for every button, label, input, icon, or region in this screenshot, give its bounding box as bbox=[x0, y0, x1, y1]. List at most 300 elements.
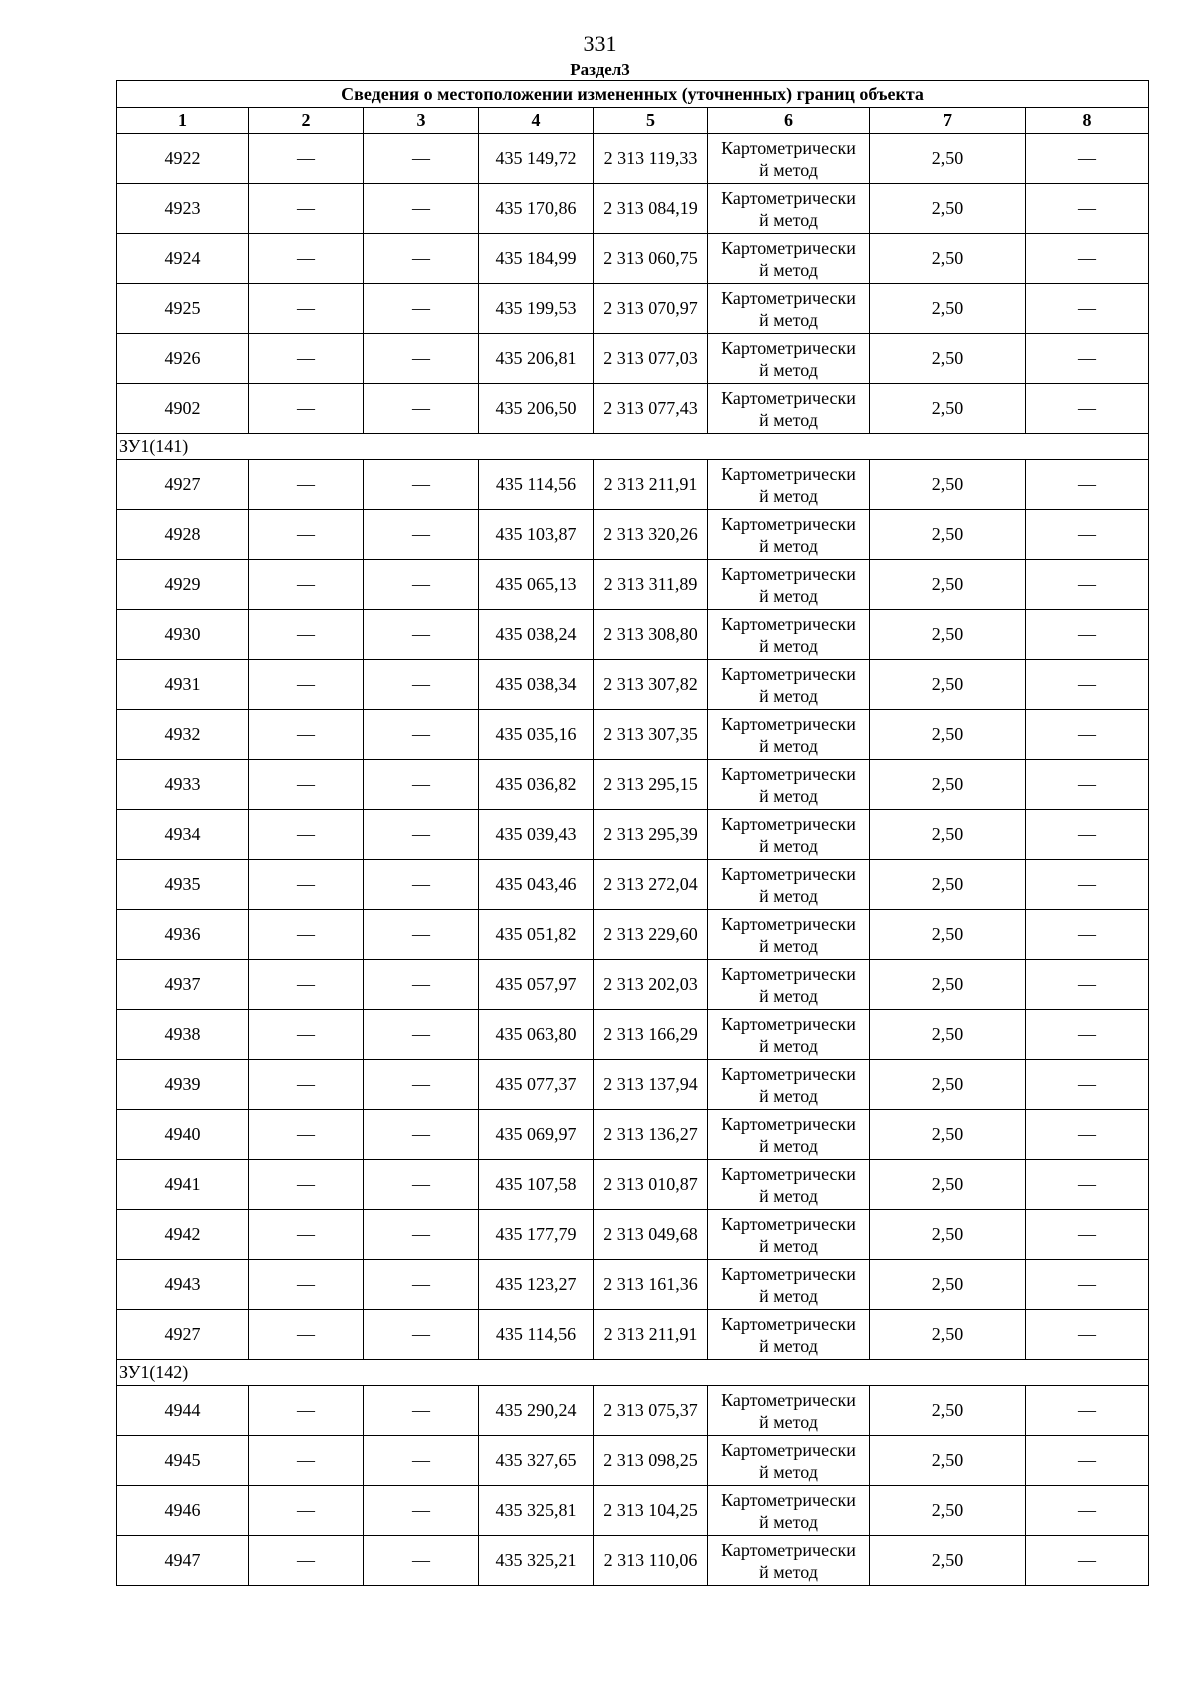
y-coordinate-cell: 2 313 272,04 bbox=[594, 860, 708, 910]
point-number-cell: 4934 bbox=[117, 810, 249, 860]
y-coordinate-cell: 2 313 311,89 bbox=[594, 560, 708, 610]
col8-cell: — bbox=[1026, 860, 1149, 910]
method-text-line2: й метод bbox=[759, 685, 818, 706]
col2-cell: — bbox=[249, 860, 364, 910]
method-text-line1: Картометрически bbox=[721, 187, 856, 208]
method-text-line1: Картометрически bbox=[721, 563, 856, 584]
col8-cell: — bbox=[1026, 284, 1149, 334]
col2-cell: — bbox=[249, 460, 364, 510]
column-number: 8 bbox=[1026, 108, 1149, 134]
col2-cell: — bbox=[249, 760, 364, 810]
table-row bbox=[117, 1536, 1149, 1586]
y-coordinate-cell: 2 313 308,80 bbox=[594, 610, 708, 660]
method-cell bbox=[708, 1436, 870, 1486]
col3-cell: — bbox=[364, 134, 479, 184]
column-number-row bbox=[117, 108, 1149, 134]
col2-cell: — bbox=[249, 560, 364, 610]
method-cell bbox=[708, 1160, 870, 1210]
method-text-line2: й метод bbox=[759, 785, 818, 806]
y-coordinate-cell: 2 313 161,36 bbox=[594, 1260, 708, 1310]
coordinates-table bbox=[116, 80, 1149, 1586]
point-number-cell: 4926 bbox=[117, 334, 249, 384]
method-text-line1: Картометрически bbox=[721, 1063, 856, 1084]
col8-cell: — bbox=[1026, 660, 1149, 710]
method-cell bbox=[708, 1310, 870, 1360]
accuracy-cell: 2,50 bbox=[870, 234, 1026, 284]
y-coordinate-cell: 2 313 166,29 bbox=[594, 1010, 708, 1060]
method-text-line2: й метод bbox=[759, 1411, 818, 1432]
y-coordinate-cell: 2 313 098,25 bbox=[594, 1436, 708, 1486]
col2-cell: — bbox=[249, 610, 364, 660]
col8-cell: — bbox=[1026, 1536, 1149, 1586]
section-title: Раздел3 bbox=[570, 60, 630, 79]
method-cell bbox=[708, 1386, 870, 1436]
method-text-line1: Картометрически bbox=[721, 663, 856, 684]
point-number-cell: 4946 bbox=[117, 1486, 249, 1536]
method-cell bbox=[708, 760, 870, 810]
method-cell bbox=[708, 810, 870, 860]
y-coordinate-cell: 2 313 137,94 bbox=[594, 1060, 708, 1110]
method-cell bbox=[708, 1060, 870, 1110]
col8-cell: — bbox=[1026, 960, 1149, 1010]
accuracy-cell: 2,50 bbox=[870, 1110, 1026, 1160]
y-coordinate-cell: 2 313 320,26 bbox=[594, 510, 708, 560]
accuracy-cell: 2,50 bbox=[870, 1210, 1026, 1260]
x-coordinate-cell: 435 290,24 bbox=[479, 1386, 594, 1436]
point-number-cell: 4902 bbox=[117, 384, 249, 434]
y-coordinate-cell: 2 313 202,03 bbox=[594, 960, 708, 1010]
parcel-group-label: ЗУ1(141) bbox=[117, 434, 1149, 460]
parcel-group-row bbox=[117, 434, 1149, 460]
col3-cell: — bbox=[364, 1210, 479, 1260]
table-row bbox=[117, 1060, 1149, 1110]
column-number: 4 bbox=[479, 108, 594, 134]
method-cell bbox=[708, 134, 870, 184]
method-cell bbox=[708, 284, 870, 334]
x-coordinate-cell: 435 057,97 bbox=[479, 960, 594, 1010]
method-cell bbox=[708, 1260, 870, 1310]
col2-cell: — bbox=[249, 910, 364, 960]
table-row bbox=[117, 1260, 1149, 1310]
table-row bbox=[117, 334, 1149, 384]
table-row bbox=[117, 710, 1149, 760]
x-coordinate-cell: 435 170,86 bbox=[479, 184, 594, 234]
point-number-cell: 4923 bbox=[117, 184, 249, 234]
point-number-cell: 4925 bbox=[117, 284, 249, 334]
table-row bbox=[117, 860, 1149, 910]
accuracy-cell: 2,50 bbox=[870, 1260, 1026, 1310]
y-coordinate-cell: 2 313 070,97 bbox=[594, 284, 708, 334]
method-cell bbox=[708, 610, 870, 660]
x-coordinate-cell: 435 038,34 bbox=[479, 660, 594, 710]
accuracy-cell: 2,50 bbox=[870, 1536, 1026, 1586]
point-number-cell: 4930 bbox=[117, 610, 249, 660]
y-coordinate-cell: 2 313 295,39 bbox=[594, 810, 708, 860]
col2-cell: — bbox=[249, 284, 364, 334]
point-number-cell: 4924 bbox=[117, 234, 249, 284]
accuracy-cell: 2,50 bbox=[870, 134, 1026, 184]
point-number-cell: 4922 bbox=[117, 134, 249, 184]
col8-cell: — bbox=[1026, 510, 1149, 560]
col8-cell: — bbox=[1026, 1436, 1149, 1486]
col2-cell: — bbox=[249, 1160, 364, 1210]
table-row bbox=[117, 810, 1149, 860]
table-row bbox=[117, 1486, 1149, 1536]
method-cell bbox=[708, 510, 870, 560]
col8-cell: — bbox=[1026, 1386, 1149, 1436]
table-row bbox=[117, 960, 1149, 1010]
x-coordinate-cell: 435 103,87 bbox=[479, 510, 594, 560]
y-coordinate-cell: 2 313 136,27 bbox=[594, 1110, 708, 1160]
accuracy-cell: 2,50 bbox=[870, 1060, 1026, 1110]
col8-cell: — bbox=[1026, 1010, 1149, 1060]
column-number: 1 bbox=[117, 108, 249, 134]
table-row bbox=[117, 184, 1149, 234]
table-row bbox=[117, 510, 1149, 560]
accuracy-cell: 2,50 bbox=[870, 1160, 1026, 1210]
y-coordinate-cell: 2 313 077,43 bbox=[594, 384, 708, 434]
accuracy-cell: 2,50 bbox=[870, 510, 1026, 560]
x-coordinate-cell: 435 177,79 bbox=[479, 1210, 594, 1260]
col2-cell: — bbox=[249, 334, 364, 384]
point-number-cell: 4933 bbox=[117, 760, 249, 810]
col8-cell: — bbox=[1026, 134, 1149, 184]
y-coordinate-cell: 2 313 049,68 bbox=[594, 1210, 708, 1260]
accuracy-cell: 2,50 bbox=[870, 1310, 1026, 1360]
method-text-line1: Картометрически bbox=[721, 913, 856, 934]
accuracy-cell: 2,50 bbox=[870, 1010, 1026, 1060]
method-cell bbox=[708, 1486, 870, 1536]
method-text-line1: Картометрически bbox=[721, 1313, 856, 1334]
col2-cell: — bbox=[249, 1310, 364, 1360]
col2-cell: — bbox=[249, 134, 364, 184]
method-text-line2: й метод bbox=[759, 159, 818, 180]
col2-cell: — bbox=[249, 1536, 364, 1586]
table-row bbox=[117, 910, 1149, 960]
table-row bbox=[117, 610, 1149, 660]
accuracy-cell: 2,50 bbox=[870, 610, 1026, 660]
method-text-line1: Картометрически bbox=[721, 763, 856, 784]
table-row bbox=[117, 284, 1149, 334]
col3-cell: — bbox=[364, 560, 479, 610]
x-coordinate-cell: 435 325,21 bbox=[479, 1536, 594, 1586]
parcel-group-row bbox=[117, 1360, 1149, 1386]
col3-cell: — bbox=[364, 1536, 479, 1586]
y-coordinate-cell: 2 313 075,37 bbox=[594, 1386, 708, 1436]
col2-cell: — bbox=[249, 1110, 364, 1160]
x-coordinate-cell: 435 149,72 bbox=[479, 134, 594, 184]
point-number-cell: 4927 bbox=[117, 1310, 249, 1360]
col8-cell: — bbox=[1026, 1060, 1149, 1110]
method-cell bbox=[708, 860, 870, 910]
accuracy-cell: 2,50 bbox=[870, 460, 1026, 510]
col3-cell: — bbox=[364, 1310, 479, 1360]
method-text-line2: й метод bbox=[759, 935, 818, 956]
col8-cell: — bbox=[1026, 1160, 1149, 1210]
method-text-line2: й метод bbox=[759, 1235, 818, 1256]
col3-cell: — bbox=[364, 510, 479, 560]
col3-cell: — bbox=[364, 610, 479, 660]
col2-cell: — bbox=[249, 1386, 364, 1436]
column-number: 3 bbox=[364, 108, 479, 134]
point-number-cell: 4937 bbox=[117, 960, 249, 1010]
y-coordinate-cell: 2 313 060,75 bbox=[594, 234, 708, 284]
accuracy-cell: 2,50 bbox=[870, 560, 1026, 610]
table-row bbox=[117, 134, 1149, 184]
method-text-line2: й метод bbox=[759, 885, 818, 906]
col3-cell: — bbox=[364, 1386, 479, 1436]
col8-cell: — bbox=[1026, 1310, 1149, 1360]
col8-cell: — bbox=[1026, 710, 1149, 760]
y-coordinate-cell: 2 313 084,19 bbox=[594, 184, 708, 234]
accuracy-cell: 2,50 bbox=[870, 384, 1026, 434]
y-coordinate-cell: 2 313 307,35 bbox=[594, 710, 708, 760]
method-text-line2: й метод bbox=[759, 409, 818, 430]
method-text-line1: Картометрически bbox=[721, 1113, 856, 1134]
method-text-line1: Картометрически bbox=[721, 1439, 856, 1460]
point-number-cell: 4929 bbox=[117, 560, 249, 610]
col3-cell: — bbox=[364, 810, 479, 860]
method-text-line2: й метод bbox=[759, 635, 818, 656]
table-row bbox=[117, 1010, 1149, 1060]
column-number: 6 bbox=[708, 108, 870, 134]
col8-cell: — bbox=[1026, 560, 1149, 610]
x-coordinate-cell: 435 325,81 bbox=[479, 1486, 594, 1536]
method-cell bbox=[708, 384, 870, 434]
method-text-line2: й метод bbox=[759, 1335, 818, 1356]
x-coordinate-cell: 435 036,82 bbox=[479, 760, 594, 810]
col8-cell: — bbox=[1026, 460, 1149, 510]
method-text-line1: Картометрически bbox=[721, 1539, 856, 1560]
method-text-line2: й метод bbox=[759, 1035, 818, 1056]
col3-cell: — bbox=[364, 460, 479, 510]
accuracy-cell: 2,50 bbox=[870, 284, 1026, 334]
method-text-line1: Картометрически bbox=[721, 863, 856, 884]
col3-cell: — bbox=[364, 1060, 479, 1110]
accuracy-cell: 2,50 bbox=[870, 860, 1026, 910]
method-text-line1: Картометрически bbox=[721, 713, 856, 734]
accuracy-cell: 2,50 bbox=[870, 1436, 1026, 1486]
method-cell bbox=[708, 1536, 870, 1586]
method-text-line2: й метод bbox=[759, 209, 818, 230]
method-cell bbox=[708, 910, 870, 960]
col3-cell: — bbox=[364, 184, 479, 234]
col8-cell: — bbox=[1026, 810, 1149, 860]
method-cell bbox=[708, 960, 870, 1010]
col2-cell: — bbox=[249, 660, 364, 710]
col2-cell: — bbox=[249, 184, 364, 234]
method-text-line2: й метод bbox=[759, 1285, 818, 1306]
table-row bbox=[117, 1210, 1149, 1260]
accuracy-cell: 2,50 bbox=[870, 760, 1026, 810]
x-coordinate-cell: 435 206,50 bbox=[479, 384, 594, 434]
method-text-line2: й метод bbox=[759, 1135, 818, 1156]
column-number: 2 bbox=[249, 108, 364, 134]
method-text-line2: й метод bbox=[759, 359, 818, 380]
table-row bbox=[117, 384, 1149, 434]
point-number-cell: 4944 bbox=[117, 1386, 249, 1436]
point-number-cell: 4943 bbox=[117, 1260, 249, 1310]
method-text-line1: Картометрически bbox=[721, 237, 856, 258]
method-text-line2: й метод bbox=[759, 585, 818, 606]
method-text-line2: й метод bbox=[759, 1561, 818, 1582]
method-text-line2: й метод bbox=[759, 1185, 818, 1206]
x-coordinate-cell: 435 065,13 bbox=[479, 560, 594, 610]
y-coordinate-cell: 2 313 307,82 bbox=[594, 660, 708, 710]
table-row bbox=[117, 560, 1149, 610]
method-text-line2: й метод bbox=[759, 535, 818, 556]
x-coordinate-cell: 435 063,80 bbox=[479, 1010, 594, 1060]
x-coordinate-cell: 435 199,53 bbox=[479, 284, 594, 334]
col8-cell: — bbox=[1026, 384, 1149, 434]
accuracy-cell: 2,50 bbox=[870, 710, 1026, 760]
table-row bbox=[117, 1160, 1149, 1210]
col3-cell: — bbox=[364, 710, 479, 760]
col3-cell: — bbox=[364, 960, 479, 1010]
col2-cell: — bbox=[249, 710, 364, 760]
method-text-line1: Картометрически bbox=[721, 137, 856, 158]
method-text-line1: Картометрически bbox=[721, 1163, 856, 1184]
method-cell bbox=[708, 560, 870, 610]
col8-cell: — bbox=[1026, 1110, 1149, 1160]
method-text-line1: Картометрически bbox=[721, 1263, 856, 1284]
accuracy-cell: 2,50 bbox=[870, 960, 1026, 1010]
col3-cell: — bbox=[364, 234, 479, 284]
x-coordinate-cell: 435 038,24 bbox=[479, 610, 594, 660]
point-number-cell: 4940 bbox=[117, 1110, 249, 1160]
x-coordinate-cell: 435 043,46 bbox=[479, 860, 594, 910]
method-text-line1: Картометрически bbox=[721, 337, 856, 358]
method-cell bbox=[708, 184, 870, 234]
table-row bbox=[117, 1436, 1149, 1486]
point-number-cell: 4932 bbox=[117, 710, 249, 760]
col2-cell: — bbox=[249, 810, 364, 860]
accuracy-cell: 2,50 bbox=[870, 660, 1026, 710]
col2-cell: — bbox=[249, 960, 364, 1010]
col8-cell: — bbox=[1026, 184, 1149, 234]
col3-cell: — bbox=[364, 384, 479, 434]
method-cell bbox=[708, 334, 870, 384]
y-coordinate-cell: 2 313 295,15 bbox=[594, 760, 708, 810]
method-cell bbox=[708, 710, 870, 760]
column-number: 7 bbox=[870, 108, 1026, 134]
table-row bbox=[117, 234, 1149, 284]
method-text-line2: й метод bbox=[759, 309, 818, 330]
accuracy-cell: 2,50 bbox=[870, 184, 1026, 234]
table-row bbox=[117, 1110, 1149, 1160]
method-text-line2: й метод bbox=[759, 1511, 818, 1532]
col8-cell: — bbox=[1026, 234, 1149, 284]
method-text-line1: Картометрически bbox=[721, 1489, 856, 1510]
method-text-line2: й метод bbox=[759, 1085, 818, 1106]
y-coordinate-cell: 2 313 211,91 bbox=[594, 460, 708, 510]
table-caption: Сведения о местоположении измененных (уточненных) границ объекта bbox=[117, 81, 1149, 108]
table-row bbox=[117, 660, 1149, 710]
col8-cell: — bbox=[1026, 910, 1149, 960]
point-number-cell: 4945 bbox=[117, 1436, 249, 1486]
method-text-line1: Картометрически bbox=[721, 463, 856, 484]
method-text-line2: й метод bbox=[759, 1461, 818, 1482]
table-caption-row bbox=[117, 81, 1149, 108]
accuracy-cell: 2,50 bbox=[870, 1486, 1026, 1536]
col3-cell: — bbox=[364, 910, 479, 960]
method-text-line1: Картометрически bbox=[721, 613, 856, 634]
table-row bbox=[117, 1310, 1149, 1360]
method-cell bbox=[708, 660, 870, 710]
method-text-line1: Картометрически bbox=[721, 963, 856, 984]
col8-cell: — bbox=[1026, 1210, 1149, 1260]
x-coordinate-cell: 435 327,65 bbox=[479, 1436, 594, 1486]
col2-cell: — bbox=[249, 1436, 364, 1486]
col2-cell: — bbox=[249, 1260, 364, 1310]
col2-cell: — bbox=[249, 1486, 364, 1536]
col3-cell: — bbox=[364, 1010, 479, 1060]
method-text-line1: Картометрически bbox=[721, 813, 856, 834]
method-cell bbox=[708, 234, 870, 284]
point-number-cell: 4942 bbox=[117, 1210, 249, 1260]
point-number-cell: 4938 bbox=[117, 1010, 249, 1060]
x-coordinate-cell: 435 035,16 bbox=[479, 710, 594, 760]
page-number: 331 bbox=[583, 31, 617, 56]
col3-cell: — bbox=[364, 660, 479, 710]
method-cell bbox=[708, 1010, 870, 1060]
method-text-line2: й метод bbox=[759, 985, 818, 1006]
col8-cell: — bbox=[1026, 760, 1149, 810]
x-coordinate-cell: 435 114,56 bbox=[479, 1310, 594, 1360]
col2-cell: — bbox=[249, 1210, 364, 1260]
x-coordinate-cell: 435 069,97 bbox=[479, 1110, 594, 1160]
col2-cell: — bbox=[249, 1010, 364, 1060]
method-text-line1: Картометрически bbox=[721, 387, 856, 408]
col2-cell: — bbox=[249, 1060, 364, 1110]
col3-cell: — bbox=[364, 1436, 479, 1486]
col3-cell: — bbox=[364, 760, 479, 810]
accuracy-cell: 2,50 bbox=[870, 810, 1026, 860]
method-text-line1: Картометрически bbox=[721, 1013, 856, 1034]
point-number-cell: 4941 bbox=[117, 1160, 249, 1210]
method-text-line1: Картометрически bbox=[721, 287, 856, 308]
table-row bbox=[117, 760, 1149, 810]
y-coordinate-cell: 2 313 010,87 bbox=[594, 1160, 708, 1210]
point-number-cell: 4931 bbox=[117, 660, 249, 710]
method-text-line2: й метод bbox=[759, 485, 818, 506]
x-coordinate-cell: 435 107,58 bbox=[479, 1160, 594, 1210]
method-cell bbox=[708, 1110, 870, 1160]
y-coordinate-cell: 2 313 077,03 bbox=[594, 334, 708, 384]
column-number: 5 bbox=[594, 108, 708, 134]
y-coordinate-cell: 2 313 110,06 bbox=[594, 1536, 708, 1586]
point-number-cell: 4936 bbox=[117, 910, 249, 960]
accuracy-cell: 2,50 bbox=[870, 910, 1026, 960]
y-coordinate-cell: 2 313 104,25 bbox=[594, 1486, 708, 1536]
point-number-cell: 4928 bbox=[117, 510, 249, 560]
col2-cell: — bbox=[249, 234, 364, 284]
col3-cell: — bbox=[364, 1260, 479, 1310]
col2-cell: — bbox=[249, 384, 364, 434]
method-cell bbox=[708, 1210, 870, 1260]
col8-cell: — bbox=[1026, 334, 1149, 384]
accuracy-cell: 2,50 bbox=[870, 334, 1026, 384]
x-coordinate-cell: 435 051,82 bbox=[479, 910, 594, 960]
method-text-line2: й метод bbox=[759, 735, 818, 756]
x-coordinate-cell: 435 114,56 bbox=[479, 460, 594, 510]
point-number-cell: 4939 bbox=[117, 1060, 249, 1110]
table-row bbox=[117, 1386, 1149, 1436]
method-text-line1: Картометрически bbox=[721, 1213, 856, 1234]
col3-cell: — bbox=[364, 1110, 479, 1160]
col3-cell: — bbox=[364, 284, 479, 334]
col8-cell: — bbox=[1026, 1260, 1149, 1310]
